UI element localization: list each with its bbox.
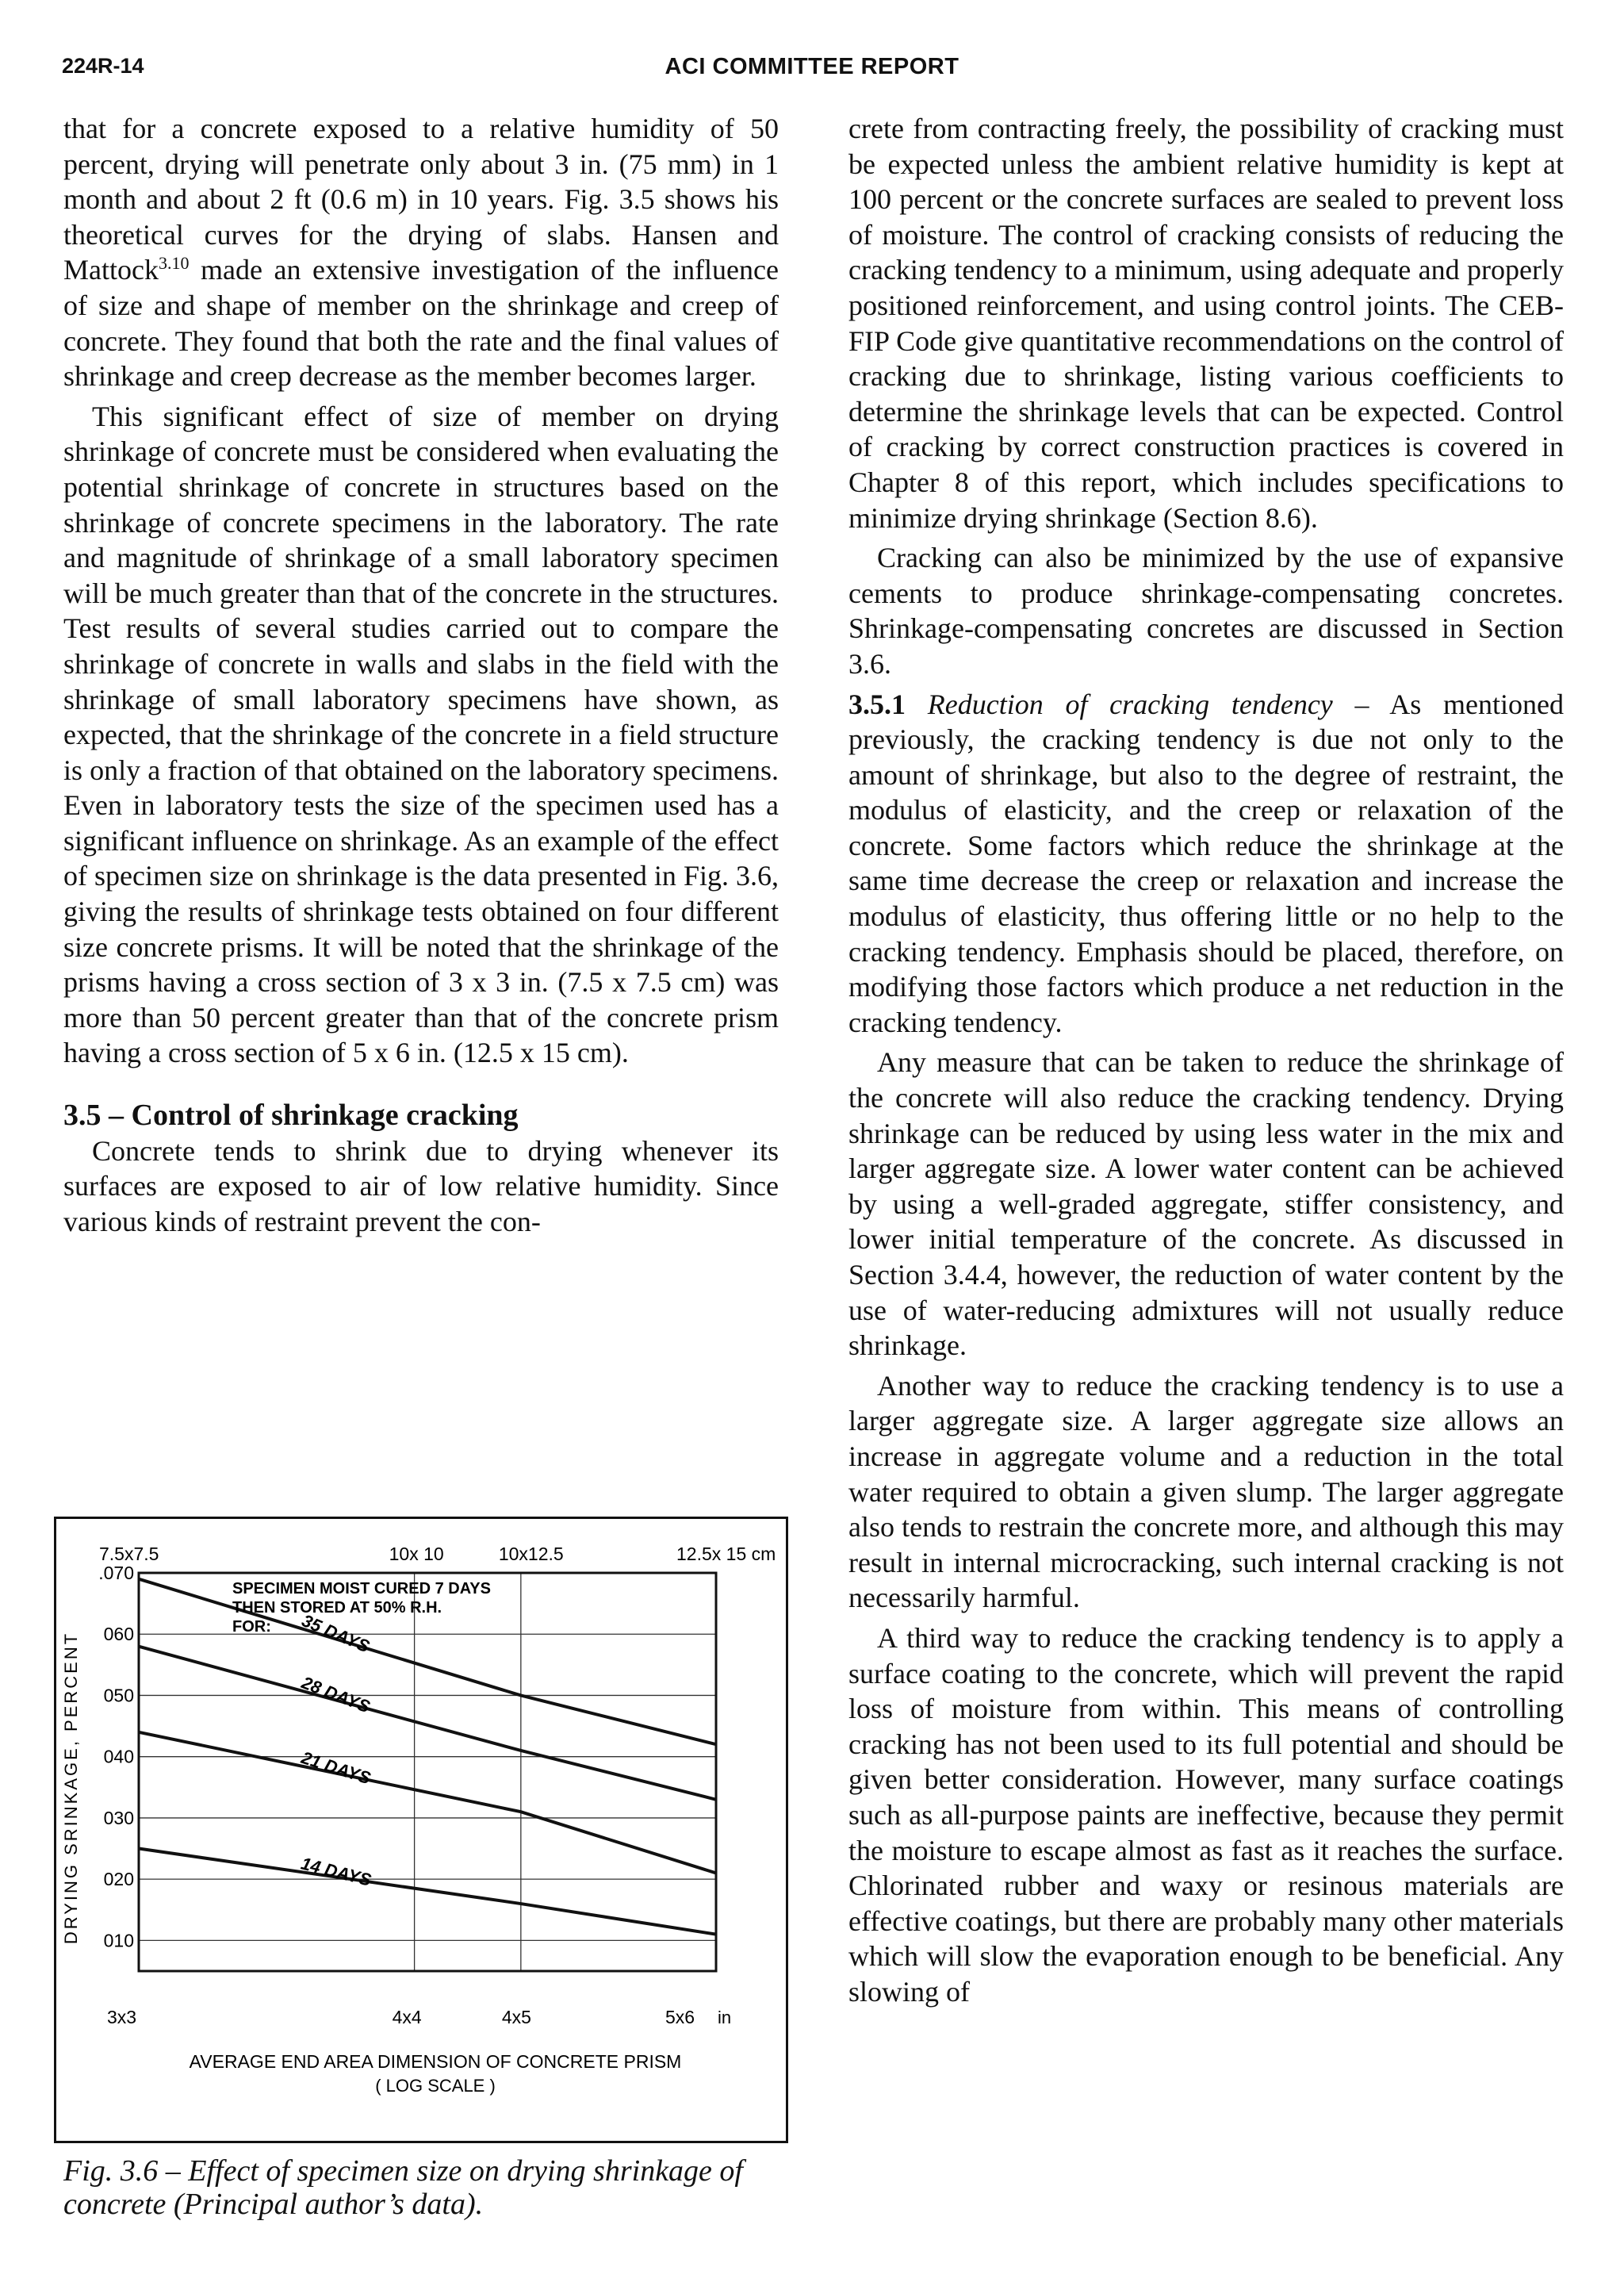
paragraph: crete from contracting freely, the possibility of cracking must be expected unless the ambient relative humidity is kept at 100 percent or the concrete surfaces are sealed to prevent loss of moisture. The control of cracking consists of reducing the cracking tendency to a minimum, using adequate and properly positioned reinforcement, and using control joints. The CEB-FIP Code give quantitative recommendations on the control of cracking due to shrinkage, listing various coefficients to determine the shrinkage levels that can be expected. Control of cracking by correct construction practices is covered in Chapter 8 of this report, which includes specifications to minimize drying shrinkage (Section 8.6). xyxy=(848,113,1564,534)
series-line xyxy=(139,1732,716,1874)
figure-caption: Fig. 3.6 – Effect of specimen size on drying shrinkage of concrete (Principal author’s data). xyxy=(63,2154,743,2221)
series-line xyxy=(139,1849,716,1935)
y-axis-label: DRYING SRINKAGE, PERCENT xyxy=(61,1631,81,1945)
annotation-line: THEN STORED AT 50% R.H. xyxy=(232,1599,442,1617)
page-number: 224R-14 xyxy=(62,54,144,78)
left-column xyxy=(63,111,779,1244)
x-tick-label-bottom: 4x5 xyxy=(501,2007,531,2027)
y-tick-label: 050 xyxy=(103,1685,134,1706)
series-label: 14 DAYS xyxy=(299,1853,373,1890)
x-tick-label-bottom: 5x6 xyxy=(665,2007,695,2027)
paragraph: 3.5.1 Reduction of cracking tendency – As mentioned previously, the cracking tendency is due not only to the amount of shrinkage, but also to the degree of restraint, the modulus of elasticity, and the creep or relaxation of the concrete. Some factors which reduce the shrinkage at the same time decrease the creep or relaxation and increase the modulus of elasticity, thus offering little or no help to the cracking tendency. Emphasis should be placed, therefore, on modifying those factors which produce a net reduction in the cracking tendency. xyxy=(848,688,1565,1038)
annotation xyxy=(232,1580,491,1636)
x-axis-unit: in xyxy=(718,2008,732,2027)
paragraph: A third way to reduce the cracking tendency is to apply a surface coating to the concrete, which will prevent the rapid loss of moisture from within. This means of controlling cracking has not been used to its full potential and should be given better consideration. However, many surface coatings such as all-purpose paints are ineffective, because they permit the moisture to escape almost as fast as it reaches the surface. Chlorinated rubber and waxy or resinous materials are effective coatings, but there are probably many other materials which will slow the evaporation enough to be beneficial. Any slowing of xyxy=(848,1621,1564,2008)
x-tick-label-top: 7.5x7.5 xyxy=(99,1544,159,1564)
paragraph: Cracking can also be minimized by the use of expansive cements to produce shrinkage-compensating concretes. Shrinkage-compensating concretes are discussed in Section 3.6. xyxy=(848,542,1564,680)
x-tick-label-top: 12.5x 15 cm xyxy=(676,1544,776,1564)
x-tick-label-top: 10x 10 xyxy=(389,1544,444,1564)
x-tick-label-top: 10x12.5 xyxy=(498,1544,564,1564)
running-title: ACI COMMITTEE REPORT xyxy=(665,54,959,79)
y-tick-label: 020 xyxy=(103,1869,134,1890)
paragraph: Another way to reduce the cracking tendency is to use a larger aggregate size. A larger aggregate size allows an increase in aggregate volume and a reduction in the total water required to obtain a given slump. The larger aggregate also tends to restrain the concrete more, and although this may result in internal microcracking, such internal cracking is not necessarily harmful. xyxy=(848,1369,1564,1614)
figure-frame xyxy=(54,1517,788,2143)
x-tick-label-bottom: 3x3 xyxy=(107,2007,137,2027)
paragraph: that for a concrete exposed to a relative humidity of 50 percent, drying will penetrate only about 3 in. (75 mm) in 1 month and about 2 ft (0.6 m) in 10 years. Fig. 3.5 shows his theoretical curves for the drying of slabs. Hansen and Mattock$^{3.10}$ made an extensive investigation of the influence of size and shape of member on the shrinkage and creep of concrete. They found that both the rate and the final values of shrinkage and creep decrease as the member becomes larger. xyxy=(63,113,779,393)
y-tick-label: 030 xyxy=(103,1807,134,1828)
paragraph: Any measure that can be taken to reduce the shrinkage of the concrete will also reduce the cracking tendency. Drying shrinkage can be reduced by using less water in the mix and larger aggregate size. A lower water content can be achieved by using a well-graded aggregate, stiffer consistency, and lower initial temperature of the concrete. As discussed in Section 3.4.4, however, the reduction of water content by the use of water-reducing admixtures will not usually reduce shrinkage. xyxy=(848,1046,1564,1362)
plot-border xyxy=(139,1573,716,1971)
x-tick-label-bottom: 4x4 xyxy=(392,2007,422,2027)
annotation-line: FOR: xyxy=(232,1618,271,1636)
series-label: 35 DAYS xyxy=(298,1610,373,1657)
grid xyxy=(139,1573,716,1971)
annotation-line: SPECIMEN MOIST CURED 7 DAYS xyxy=(232,1580,491,1597)
x-axis-note: ( LOG SCALE ) xyxy=(375,2076,496,2096)
paragraph: Concrete tends to shrink due to drying whenever its surfaces are exposed to air of low relative humidity. Since various kinds of restraint prevent the con- xyxy=(63,1134,779,1237)
y-tick-label: 060 xyxy=(103,1624,134,1645)
x-axis-label: AVERAGE END AREA DIMENSION OF CONCRETE PRISM xyxy=(189,2051,682,2072)
y-tick-label: .070 xyxy=(98,1563,134,1583)
shrinkage-chart xyxy=(56,1519,786,2141)
y-tick-label: 010 xyxy=(103,1930,134,1951)
section-heading: 3.5 – Control of shrinkage cracking xyxy=(63,1099,519,1133)
series-label: 21 DAYS xyxy=(299,1747,373,1789)
right-column xyxy=(848,111,1564,2014)
y-ticks xyxy=(98,1563,134,1950)
y-tick-label: 040 xyxy=(103,1746,134,1767)
series-label: 28 DAYS xyxy=(299,1672,373,1717)
paragraph: This significant effect of size of member on drying shrinkage of concrete must be considered when evaluating the potential shrinkage of concrete in structures based on the shrinkage of concrete specimens in the laboratory. The rate and magnitude of shrinkage of a small laboratory specimen will be much greater than that of the concrete in the structures. Test results of several studies carried out to compare the shrinkage of concrete in walls and slabs in the field with the shrinkage of small laboratory specimens have shown, as expected, that the shrinkage of the concrete in a field structure is only a fraction of that obtained on the laboratory specimens. Even in laboratory tests the size of the specimen used has a significant influence on shrinkage. As an example of the effect of specimen size on shrinkage is the data presented in Fig. 3.6, giving the results of shrinkage tests obtained on four different size concrete prisms. It will be noted that the shrinkage of the prisms having a cross section of 3 x 3 in. (7.5 x 7.5 cm) was more than 50 percent greater than that of the concrete prism having a cross section of 5 x 6 in. (12.5 x 15 cm). xyxy=(63,400,779,1069)
